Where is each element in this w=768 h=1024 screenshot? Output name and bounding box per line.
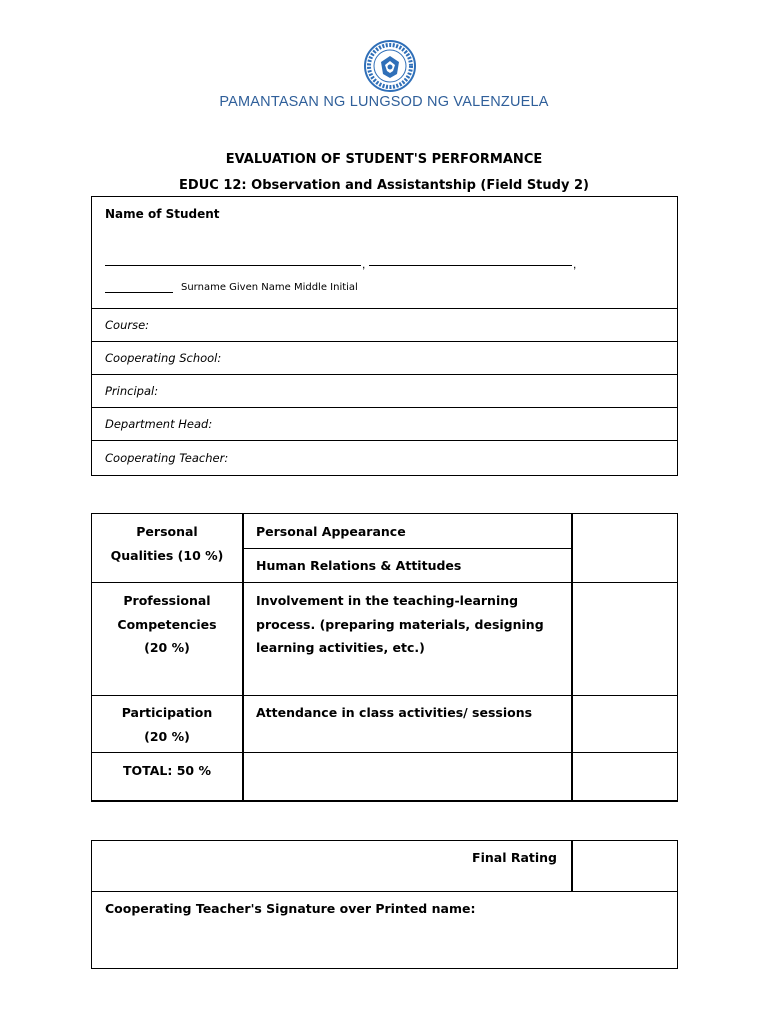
row-divider-3 <box>92 752 677 753</box>
surname-line <box>105 265 361 266</box>
final-rating-cell-divider <box>571 841 573 891</box>
student-info-box <box>91 196 678 476</box>
row-divider-personal <box>242 548 571 549</box>
signature-label: Cooperating Teacher's Signature over Printed name: <box>105 901 476 916</box>
row-divider-1 <box>92 582 677 583</box>
final-row-divider <box>92 891 677 892</box>
department-head-field: Department Head: <box>92 408 677 441</box>
middle-initial-line <box>105 292 173 293</box>
name-parts-label: Surname Given Name Middle Initial <box>181 282 358 293</box>
participation-description: Attendance in class activities/ sessions <box>256 705 533 720</box>
name-section <box>92 197 677 309</box>
column-divider-2 <box>571 514 573 800</box>
principal-field: Principal: <box>92 375 677 408</box>
comma-1: , <box>362 257 366 271</box>
course-subtitle: EDUC 12: Observation and Assistantship (Field Study 2) <box>179 178 589 193</box>
personal-qualities-label: Personal Qualities (10 %) <box>110 524 224 563</box>
cooperating-school-field: Cooperating School: <box>92 342 677 375</box>
participation-label: Participation (20 %) <box>121 705 213 744</box>
university-name: PAMANTASAN NG LUNGSOD NG VALENZUELA <box>219 94 549 110</box>
professional-competencies-description: Involvement in the teaching-learning process. (preparing materials, designing learning activities, etc.) <box>256 593 544 655</box>
course-field: Course: <box>92 309 677 342</box>
professional-competencies-label: Professional Competencies (20 %) <box>117 593 217 655</box>
column-divider-1 <box>242 514 244 800</box>
row-divider-2 <box>92 695 677 696</box>
criteria-table <box>91 513 678 802</box>
final-rating-label: Final Rating <box>472 850 557 865</box>
total-label: TOTAL: 50 % <box>123 763 211 778</box>
comma-2: , <box>573 257 577 271</box>
human-relations-item: Human Relations & Attitudes <box>256 558 462 573</box>
name-of-student-label: Name of Student <box>105 207 220 221</box>
cooperating-teacher-field: Cooperating Teacher: <box>105 450 229 465</box>
university-seal-logo <box>364 40 416 92</box>
given-name-line <box>369 265 572 266</box>
form-title: EVALUATION OF STUDENT'S PERFORMANCE <box>225 152 543 167</box>
personal-appearance-item: Personal Appearance <box>256 524 406 539</box>
final-rating-box <box>91 840 678 969</box>
